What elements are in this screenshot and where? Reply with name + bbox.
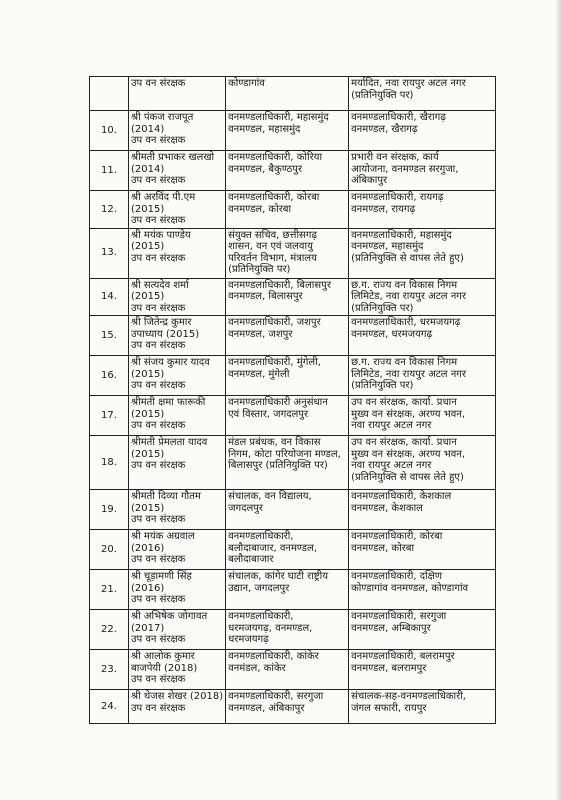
serial-number-cell: 16. [90, 356, 129, 396]
table-body [90, 77, 496, 724]
current-post-cell-line: (प्रतिनियुक्ति पर) [228, 264, 291, 275]
new-post-cell-line: वनमण्डलाधिकारी, धरमजयगढ़ [351, 317, 461, 328]
current-post-cell-line: बलौदाबाजार, वनमण्डल, [228, 542, 317, 554]
officer-name-cell-line: (2015) [131, 368, 165, 380]
serial-number-cell: 10. [90, 111, 129, 151]
current-post-cell [226, 191, 349, 229]
current-post-cell [226, 228, 349, 278]
serial-number-cell: 21. [90, 570, 129, 610]
table-row [90, 530, 496, 570]
current-post-cell [226, 356, 349, 396]
new-post-cell [349, 77, 496, 111]
new-post-cell-line: कोण्डागांव वनमण्डल, कोण्डागांव [351, 582, 469, 594]
officer-name-cell [129, 610, 226, 650]
new-post-cell-line: वनमण्डलाधिकारी, महासमुंद [351, 229, 452, 241]
officer-name-cell [129, 77, 226, 111]
officer-name-cell-line: श्री पंकज राजपूत [131, 112, 194, 123]
new-post-cell-line: वनमण्डलाधिकारी, सरगुजा [351, 611, 447, 622]
current-post-cell-line: वनमण्डल, बिलासपुर [228, 291, 303, 302]
officer-name-cell-line: (2014) [131, 163, 165, 175]
new-post-cell [349, 228, 496, 278]
new-post-cell-line: जंगल सफारी, रायपुर [351, 702, 427, 714]
table-row [90, 436, 496, 490]
officer-name-cell-line: (2014) [131, 123, 165, 135]
serial-number-cell: 14. [90, 278, 129, 316]
officer-name-cell-line: (2017) [131, 622, 165, 634]
officer-name-cell-line: उप वन संरक्षक [131, 554, 186, 565]
officer-name-cell-line: उप वन संरक्षक [131, 594, 186, 605]
current-post-cell-line: जगदलपुर [228, 502, 264, 514]
new-post-cell [349, 191, 496, 229]
officer-name-cell [129, 436, 226, 490]
table-row [90, 690, 496, 724]
table-row [90, 228, 496, 278]
new-post-cell-line: वनमण्डलाधिकारी, रायगढ़ [351, 192, 444, 203]
new-post-cell-line: वनमण्डल, कोरबा [351, 542, 415, 554]
officer-name-cell [129, 111, 226, 151]
current-post-cell-line: वनमण्डल, अंबिकापुर [228, 702, 305, 714]
officer-name-cell-line: (2016) [131, 542, 165, 554]
current-post-cell-line: वनमण्डलाधिकारी, कोरिया [228, 152, 323, 163]
officer-name-cell-line: उप वन संरक्षक [131, 514, 186, 525]
current-post-cell-line: बलौदाबाजार [228, 554, 274, 565]
current-post-cell-line: वनमण्डल, बैकुण्ठपुर [228, 163, 303, 175]
current-post-cell-line: वनमण्डलाधिकारी अनुसंधान [228, 397, 328, 408]
new-post-cell [349, 436, 496, 490]
officer-name-cell [129, 316, 226, 356]
current-post-cell [226, 490, 349, 530]
current-post-cell-line: कोण्डागांव [228, 78, 265, 89]
officer-name-cell [129, 570, 226, 610]
new-post-cell-line: अंबिकापुर [351, 175, 388, 186]
officer-name-cell-line: उप वन संरक्षक [131, 420, 186, 431]
officer-name-cell-line: उप वन संरक्षक [131, 460, 186, 471]
officer-name-cell-line: श्री अभिषेक जोगावत [131, 611, 208, 622]
serial-number-cell: 24. [90, 690, 129, 724]
transfer-table [89, 76, 496, 724]
new-post-cell-line: वनमण्डलाधिकारी, दक्षिण [351, 571, 443, 582]
serial-number-cell: 18. [90, 436, 129, 490]
new-post-cell-line: वनमण्डल, रायगढ़ [351, 203, 416, 215]
officer-name-cell [129, 650, 226, 690]
current-post-cell [226, 396, 349, 436]
current-post-cell [226, 278, 349, 316]
officer-name-cell-line: श्रीमती प्रेमलता यादव [131, 437, 208, 448]
officer-name-cell-line: श्री मयंक पाण्डेय [131, 229, 191, 241]
officer-name-cell-line: श्री चूड़ामणी सिंह [131, 571, 192, 582]
officer-name-cell-line: श्री सत्यदेव शर्मा [131, 279, 189, 291]
officer-name-cell-line: (2015) [131, 203, 165, 215]
new-post-cell [349, 396, 496, 436]
officer-name-cell [129, 151, 226, 191]
table-row [90, 278, 496, 316]
serial-number-cell: 13. [90, 228, 129, 278]
officer-name-cell-line: श्री अरविंद पी.एम [131, 192, 196, 203]
serial-number-cell: 23. [90, 650, 129, 690]
new-post-cell-line: वनमण्डलाधिकारी, बलरामपुर [351, 651, 455, 662]
serial-number-cell: 19. [90, 490, 129, 530]
current-post-cell-line: मंडल प्रबंधक, वन विकास [228, 437, 321, 448]
officer-name-cell [129, 228, 226, 278]
new-post-cell-line: वनमण्डलाधिकारी, खैरागढ़ [351, 112, 446, 123]
serial-number-cell: 17. [90, 396, 129, 436]
current-post-cell [226, 650, 349, 690]
new-post-cell [349, 690, 496, 724]
officer-name-cell-line: उप वन संरक्षक [131, 252, 186, 264]
table-row [90, 111, 496, 151]
current-post-cell [226, 316, 349, 356]
new-post-cell-line: नवा रायपुर अटल नगर [351, 420, 432, 431]
new-post-cell-line: वनमण्डलाधिकारी, कोरबा [351, 531, 443, 542]
current-post-cell-line: वनमण्डलाधिकारी, बिलासपुर [228, 279, 331, 291]
current-post-cell-line: शासन, वन एवं जलवायु [228, 241, 313, 252]
new-post-cell-line: नवा रायपुर अटल नगर [351, 460, 432, 471]
officer-name-cell-line: उप वन संरक्षक [131, 135, 186, 146]
current-post-cell-line: वनमण्डलाधिकारी, कांकेर [228, 651, 319, 662]
officer-name-cell [129, 490, 226, 530]
serial-number-cell: 11. [90, 151, 129, 191]
new-post-cell [349, 570, 496, 610]
officer-name-cell-line: श्रीमती दिव्या गौतम [131, 491, 201, 502]
officer-name-cell-line: श्री आलोक कुमार [131, 651, 195, 662]
current-post-cell [226, 436, 349, 490]
table-row [90, 396, 496, 436]
current-post-cell-line: वनमंडल, कांकेर [228, 662, 286, 674]
officer-name-cell-line: उप वन संरक्षक [131, 380, 186, 391]
new-post-cell-line: वनमण्डल, केशकाल [351, 502, 423, 514]
current-post-cell-line: धरमजयगढ़ [228, 634, 269, 645]
table-row [90, 570, 496, 610]
current-post-cell [226, 111, 349, 151]
new-post-cell-line: छ.ग. राज्य वन विकास निगम [351, 357, 458, 368]
current-post-cell [226, 690, 349, 724]
serial-number-cell: 22. [90, 610, 129, 650]
serial-number-cell: 12. [90, 191, 129, 229]
current-post-cell [226, 570, 349, 610]
new-post-cell-line: वनमण्डल, बलरामपुर [351, 662, 427, 674]
officer-name-cell-line: उप वन संरक्षक [131, 340, 186, 351]
current-post-cell-line: वनमण्डल, कोरबा [228, 203, 292, 215]
page-edge-shadow [555, 0, 561, 800]
table-row [90, 151, 496, 191]
new-post-cell [349, 111, 496, 151]
current-post-cell-line: वनमण्डलाधिकारी, सरगुजा [228, 691, 324, 702]
new-post-cell-line: (प्रतिनियुक्ति से वापस लेते हुए) [351, 471, 464, 483]
officer-name-cell [129, 278, 226, 316]
officer-name-cell-line: (2015) [131, 291, 165, 302]
officer-name-cell-line: उप वन संरक्षक [131, 302, 186, 314]
new-post-cell-line: मुख्य वन संरक्षक, अरण्य भवन, [351, 448, 466, 460]
new-post-cell-line: मुख्य वन संरक्षक, अरण्य भवन, [351, 408, 466, 420]
new-post-cell-line: आयोजना, वनमण्डल सरगुजा, [351, 163, 459, 175]
new-post-cell [349, 530, 496, 570]
officer-name-cell-line: उप वन संरक्षक [131, 702, 186, 714]
new-post-cell [349, 151, 496, 191]
serial-number-cell: 15. [90, 316, 129, 356]
current-post-cell-line: धरमजयगढ़, वनमण्डल, [228, 622, 313, 634]
new-post-cell-line: छ.ग. राज्य वन विकास निगम [351, 279, 458, 291]
new-post-cell-line: लिमिटेड, नवा रायपुर अटल नगर [351, 368, 467, 380]
current-post-cell-line: संचालक, वन विद्यालय, [228, 491, 312, 502]
officer-name-cell-line: श्री मयंक अग्रवाल [131, 531, 195, 542]
officer-name-cell-line: उप वन संरक्षक [131, 78, 186, 89]
current-post-cell-line: वनमण्डलाधिकारी, [228, 531, 294, 542]
new-post-cell [349, 356, 496, 396]
officer-name-cell-line: बाजपेयी (2018) [131, 662, 198, 674]
current-post-cell-line: वनमण्डलाधिकारी, [228, 611, 294, 622]
new-post-cell-line: प्रभारी वन संरक्षक, कार्य [351, 152, 439, 163]
officer-name-cell-line: उपाध्याय (2015) [131, 328, 200, 340]
current-post-cell [226, 610, 349, 650]
officer-name-cell-line: (2015) [131, 408, 165, 420]
serial-number-cell: 20. [90, 530, 129, 570]
table-row [90, 650, 496, 690]
table-row [90, 77, 496, 111]
current-post-cell-line: वनमण्डलाधिकारी, जशपुर [228, 317, 321, 328]
officer-name-cell-line: श्री थेजस शेखर (2018) [131, 691, 224, 702]
officer-name-cell [129, 690, 226, 724]
new-post-cell-line: (प्रतिनियुक्ति पर) [351, 380, 414, 391]
new-post-cell [349, 610, 496, 650]
new-post-cell-line: वनमण्डल, खैरागढ़ [351, 123, 418, 135]
current-post-cell [226, 530, 349, 570]
new-post-cell-line: उप वन संरक्षक, कार्या. प्रधान [351, 437, 457, 448]
new-post-cell-line: वनमण्डल, महासमुंद [351, 241, 424, 252]
officer-name-cell-line: श्रीमती क्षमा फारूकी [131, 397, 206, 408]
current-post-cell-line: बिलासपुर (प्रतिनियुक्ति पर) [228, 460, 328, 471]
current-post-cell-line: वनमण्डलाधिकारी, महासमुंद [228, 112, 329, 123]
officer-name-cell [129, 396, 226, 436]
table-row [90, 356, 496, 396]
new-post-cell-line: वनमण्डल, अम्बिकापुर [351, 622, 431, 634]
officer-name-cell-line: श्री जितेन्द्र कुमार [131, 317, 192, 328]
serial-number-cell [90, 77, 129, 111]
current-post-cell-line: निगम, कोटा परियोजना मण्डल, [228, 448, 341, 460]
table-row [90, 490, 496, 530]
officer-name-cell-line: (2015) [131, 241, 165, 252]
new-post-cell-line: लिमिटेड, नवा रायपुर अटल नगर [351, 291, 467, 302]
officer-name-cell-line: उप वन संरक्षक [131, 634, 186, 645]
new-post-cell [349, 650, 496, 690]
current-post-cell-line: वनमण्डलाधिकारी, कोरबा [228, 192, 320, 203]
new-post-cell-line: (प्रतिनियुक्ति पर) [351, 89, 414, 101]
current-post-cell [226, 77, 349, 111]
officer-name-cell [129, 356, 226, 396]
current-post-cell-line: वनमण्डल, जशपुर [228, 328, 293, 340]
officer-name-cell-line: (2016) [131, 582, 165, 594]
officer-name-cell-line: (2015) [131, 502, 165, 514]
current-post-cell-line: संयुक्त सचिव, छत्तीसगढ़ [228, 229, 318, 241]
current-post-cell-line: परिवर्तन विभाग, मंत्रालय [228, 252, 317, 264]
current-post-cell-line: एवं विस्तार, जगदलपुर [228, 408, 309, 420]
current-post-cell-line: वनमण्डल, मुंगेली [228, 368, 290, 380]
table-row [90, 191, 496, 229]
new-post-cell [349, 278, 496, 316]
new-post-cell-line: (प्रतिनियुक्ति पर) [351, 302, 414, 314]
table-row [90, 610, 496, 650]
officer-name-cell-line: उप वन संरक्षक [131, 674, 186, 685]
officer-name-cell-line: उप वन संरक्षक [131, 215, 186, 226]
current-post-cell [226, 151, 349, 191]
new-post-cell [349, 490, 496, 530]
current-post-cell-line: संचालक, कांगेर घाटी राष्ट्रीय [228, 571, 329, 582]
officer-name-cell-line: श्री संजय कुमार यादव [131, 357, 210, 368]
new-post-cell-line: वनमण्डलाधिकारी, केशकाल [351, 491, 452, 502]
table-row [90, 316, 496, 356]
officer-name-cell-line: श्रीमती प्रभाकर खलखो [131, 152, 215, 163]
new-post-cell-line: वनमण्डल, धरमजयगढ़ [351, 328, 433, 340]
new-post-cell-line: संचालक-सह-वनमण्डलाधिकारी, [351, 691, 466, 702]
officer-name-cell [129, 191, 226, 229]
current-post-cell-line: उद्यान, जगदलपुर [228, 582, 290, 594]
new-post-cell-line: मर्यादित, नवा रायपुर अटल नगर [351, 78, 466, 89]
current-post-cell-line: वनमण्डलाधिकारी, मुंगेली, [228, 357, 321, 368]
officer-name-cell [129, 530, 226, 570]
new-post-cell [349, 316, 496, 356]
new-post-cell-line: (प्रतिनियुक्ति से वापस लेते हुए) [351, 252, 464, 264]
current-post-cell-line: वनमण्डल, महासमुंद [228, 123, 301, 135]
officer-name-cell-line: (2015) [131, 448, 165, 460]
officer-name-cell-line: उप वन संरक्षक [131, 175, 186, 186]
new-post-cell-line: उप वन संरक्षक, कार्या. प्रधान [351, 397, 457, 408]
